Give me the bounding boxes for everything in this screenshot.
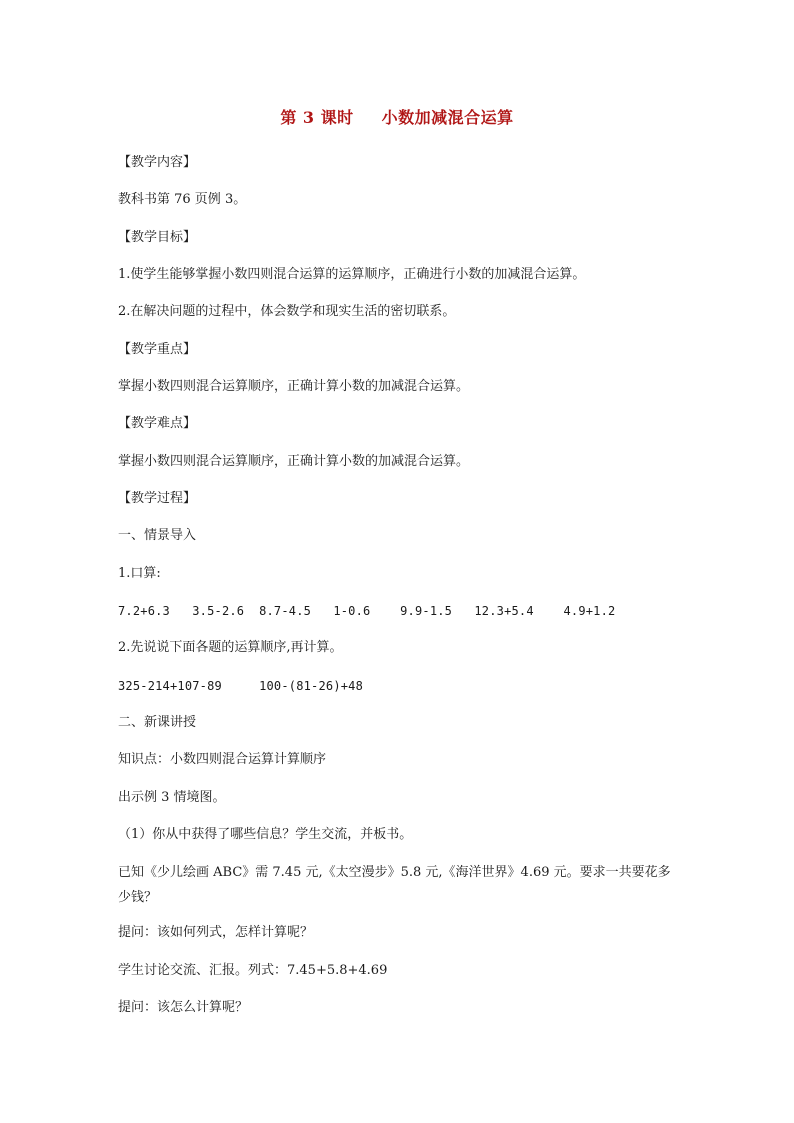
section-heading-content: 【教学内容】	[118, 155, 197, 170]
prompt-1: 提问：该如何列式，怎样计算呢？	[118, 925, 314, 940]
section-heading-objectives: 【教学目标】	[118, 230, 197, 245]
page-title	[0, 105, 794, 128]
question-1: （1）你从中获得了哪些信息？学生交流，并板书。	[118, 827, 413, 842]
section-heading-key-points: 【教学重点】	[118, 342, 197, 357]
step-heading-new-lesson: 二、新课讲授	[118, 715, 197, 730]
objective-2: 2.在解决问题的过程中，体会数学和现实生活的密切联系。	[118, 304, 456, 319]
oral-calc-label: 1.口算:	[118, 566, 161, 581]
lesson-number: 第 3 课时	[280, 108, 354, 127]
step-heading-intro: 一、情景导入	[118, 528, 197, 543]
content-text: 教科书第 76 页例 3。	[118, 192, 247, 207]
order-exercises: 325-214+107-89 100-(81-26)+48	[118, 679, 364, 693]
key-points-text: 掌握小数四则混合运算顺序，正确计算小数的加减混合运算。	[118, 379, 470, 394]
knowledge-point: 知识点：小数四则混合运算计算顺序	[118, 752, 327, 767]
student-discussion: 学生讨论交流、汇报。列式：7.45+5.8+4.69	[118, 963, 388, 978]
order-question: 2.先说说下面各题的运算顺序,再计算。	[118, 640, 343, 655]
section-heading-difficulties: 【教学难点】	[118, 416, 197, 431]
show-example: 出示例 3 情境图。	[118, 790, 226, 805]
difficulties-text: 掌握小数四则混合运算顺序，正确计算小数的加减混合运算。	[118, 454, 470, 469]
objective-1: 1.使学生能够掌握小数四则混合运算的运算顺序，正确进行小数的加减混合运算。	[118, 267, 586, 282]
known-info: 已知《少儿绘画 ABC》需 7.45 元,《太空漫步》5.8 元,《海洋世界》4.69 元。要求一共要花多少钱？	[118, 865, 671, 905]
prompt-2: 提问：该怎么计算呢？	[118, 1000, 249, 1015]
lesson-topic: 小数加减混合运算	[381, 108, 514, 127]
section-heading-process: 【教学过程】	[118, 491, 197, 506]
oral-calc-exercises: 7.2+6.3 3.5-2.6 8.7-4.5 1-0.6 9.9-1.5 12.3+5.4 4.9+1.2	[118, 604, 616, 618]
